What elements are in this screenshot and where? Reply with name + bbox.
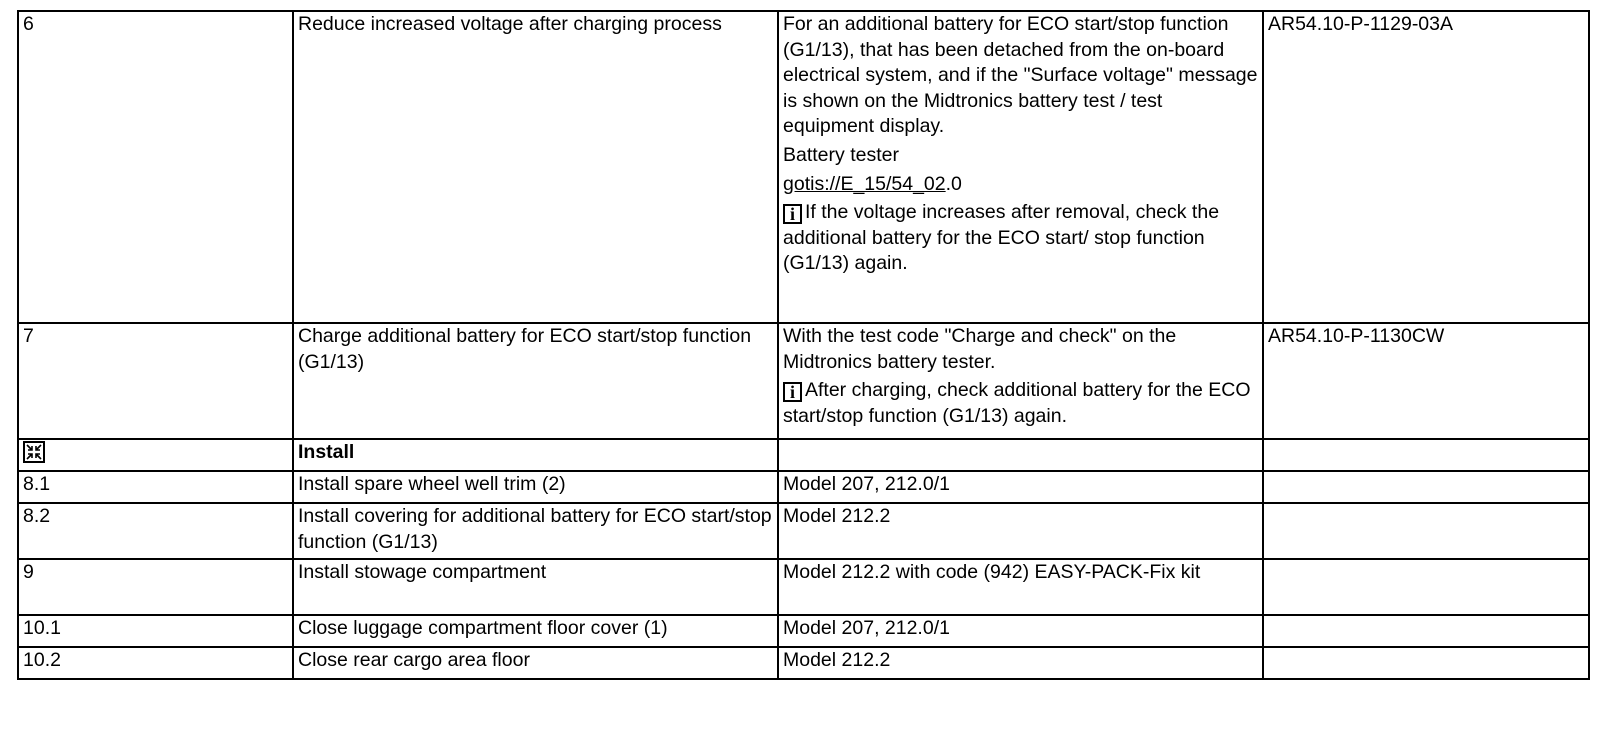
notes-cell: Model 207, 212.0/1 xyxy=(778,615,1263,647)
table-row xyxy=(18,647,1589,679)
table-row xyxy=(18,439,1589,471)
notes-cell: Model 207, 212.0/1 xyxy=(778,471,1263,503)
procedure-table xyxy=(17,10,1590,680)
reference-cell xyxy=(1263,647,1589,679)
table-row xyxy=(18,559,1589,615)
info-note xyxy=(783,378,1258,429)
note-text: With the test code "Charge and check" on the Midtronics battery tester. xyxy=(783,325,1177,373)
table-row xyxy=(18,11,1589,323)
reference-cell xyxy=(1263,471,1589,503)
reference-cell xyxy=(1263,615,1589,647)
step-number: 10.1 xyxy=(18,615,293,647)
reference-cell xyxy=(1263,503,1589,559)
step-number: 9 xyxy=(18,559,293,615)
operation-text: Install stowage compartment xyxy=(293,559,778,615)
table-row xyxy=(18,471,1589,503)
notes-cell xyxy=(778,439,1263,471)
reference-cell xyxy=(1263,439,1589,471)
operation-text: Reduce increased voltage after charging process xyxy=(293,11,778,323)
step-number: 10.2 xyxy=(18,647,293,679)
operation-text: Close luggage compartment floor cover (1) xyxy=(293,615,778,647)
operation-text: Install spare wheel well trim (2) xyxy=(293,471,778,503)
section-heading: Install xyxy=(293,439,778,471)
reference-link[interactable]: AR54.10-P-1130CW xyxy=(1263,323,1589,439)
table-row xyxy=(18,323,1589,439)
step-icon-cell xyxy=(18,439,293,471)
step-number: 8.2 xyxy=(18,503,293,559)
info-icon: i xyxy=(783,382,802,402)
notes-cell xyxy=(778,323,1263,439)
notes-cell: Model 212.2 xyxy=(778,647,1263,679)
note-text: For an additional battery for ECO start/stop function (G1/13), that has been detached from the on-board electrical system, and if the "Surface voltage" message is shown on the Midtronics battery test / test equipment display. xyxy=(783,13,1258,138)
info-text: After charging, check additional battery for the ECO start/stop function (G1/13) again. xyxy=(783,379,1251,427)
step-number: 8.1 xyxy=(18,471,293,503)
tool-label: Battery tester xyxy=(783,143,899,166)
step-number: 6 xyxy=(18,11,293,323)
table-row xyxy=(18,503,1589,559)
info-note xyxy=(783,200,1258,277)
tool-link-line xyxy=(783,172,1258,198)
operation-text: Install covering for additional battery for ECO start/stop function (G1/13) xyxy=(293,503,778,559)
notes-cell: Model 212.2 with code (942) EASY-PACK-Fix kit xyxy=(778,559,1263,615)
info-icon: i xyxy=(783,204,802,224)
step-number: 7 xyxy=(18,323,293,439)
info-text: If the voltage increases after removal, check the additional battery for the ECO start/ stop function (G1/13) again. xyxy=(783,201,1220,275)
tool-link[interactable]: gotis://E_15/54_02 xyxy=(783,172,946,195)
notes-cell xyxy=(778,11,1263,323)
operation-text: Close rear cargo area floor xyxy=(293,647,778,679)
notes-cell: Model 212.2 xyxy=(778,503,1263,559)
table-row xyxy=(18,615,1589,647)
tool-link-suffix: .0 xyxy=(945,172,962,195)
reference-link[interactable]: AR54.10-P-1129-03A xyxy=(1263,11,1589,323)
install-icon xyxy=(23,441,45,463)
reference-cell xyxy=(1263,559,1589,615)
operation-text: Charge additional battery for ECO start/stop function (G1/13) xyxy=(293,323,778,439)
